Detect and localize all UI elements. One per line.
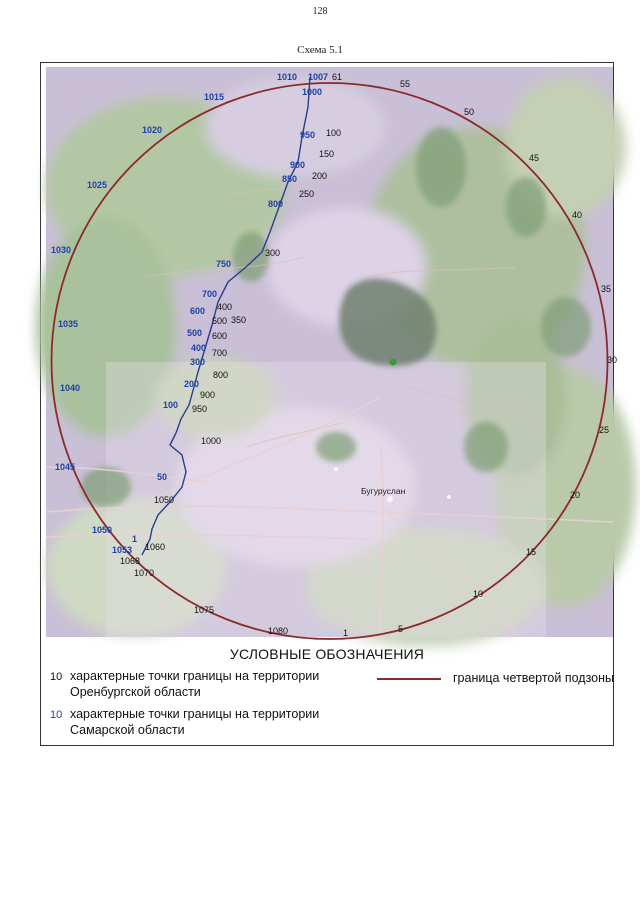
- map-svg: [46, 67, 618, 638]
- point-label: 100: [163, 400, 179, 410]
- point-label: 350: [231, 315, 247, 325]
- point-label: 1050: [154, 495, 175, 505]
- point-label: 1070: [134, 568, 155, 578]
- point-label: 200: [312, 171, 328, 181]
- point-label: 500: [187, 328, 203, 338]
- point-label: 950: [300, 130, 316, 140]
- point-label: 1000: [201, 436, 222, 446]
- point-label: 400: [191, 343, 207, 353]
- point-label: 150: [319, 149, 335, 159]
- point-label: 1: [132, 534, 138, 544]
- point-label: 1050: [92, 525, 113, 535]
- point-label: 50: [157, 472, 168, 482]
- legend-samara-text: [70, 706, 319, 738]
- point-label: 1025: [87, 180, 108, 190]
- legend-samara-sample: 10: [50, 709, 63, 721]
- scheme-title: Схема 5.1: [297, 44, 343, 56]
- point-label: 30: [607, 355, 618, 365]
- point-label: 1075: [194, 605, 215, 615]
- point-label: 1053: [112, 545, 133, 555]
- point-label: 750: [216, 259, 232, 269]
- point-label: 1035: [58, 319, 79, 329]
- point-label: 900: [290, 160, 306, 170]
- point-label: 800: [213, 370, 229, 380]
- point-label: 1040: [60, 383, 81, 393]
- point-label: 1007: [308, 72, 329, 82]
- legend-orenburg-text: [70, 668, 319, 700]
- point-label: 55: [400, 79, 411, 89]
- point-label: 35: [601, 284, 612, 294]
- point-label: 800: [268, 199, 284, 209]
- legend-orenburg-line-1: характерные точки границы на территории: [70, 669, 320, 683]
- map-area: [46, 67, 618, 638]
- point-label: 10: [473, 589, 484, 599]
- point-label: 1020: [142, 125, 163, 135]
- point-label: 61: [332, 72, 343, 82]
- legend-orenburg-sample: 10: [50, 671, 63, 683]
- legend-orenburg-line-2: Оренбургской области: [70, 685, 201, 699]
- point-label: 700: [212, 348, 228, 358]
- point-label: 300: [265, 248, 281, 258]
- legend-samara-line-2: Самарской области: [70, 723, 185, 737]
- legend-zone-line-swatch: [377, 678, 441, 680]
- point-label: 1080: [268, 626, 289, 636]
- point-label: 600: [190, 306, 206, 316]
- point-label: 40: [572, 210, 583, 220]
- point-label: 900: [200, 390, 216, 400]
- point-label: 1: [343, 628, 349, 638]
- point-label: 400: [217, 302, 233, 312]
- point-label: 950: [192, 404, 208, 414]
- map-legend: [40, 638, 614, 746]
- point-label: 200: [184, 379, 200, 389]
- point-label: 1068: [120, 556, 141, 566]
- city-label: Бугуруслан: [361, 486, 406, 496]
- legend-title: УСЛОВНЫЕ ОБОЗНАЧЕНИЯ: [229, 646, 425, 662]
- point-label: 500: [212, 316, 228, 326]
- point-label: 50: [464, 107, 475, 117]
- point-label: 1030: [51, 245, 72, 255]
- point-label: 15: [526, 547, 537, 557]
- point-label: 1015: [204, 92, 225, 102]
- point-label: 300: [190, 357, 206, 367]
- legend-zone-line-text: граница четвертой подзоны: [453, 671, 614, 685]
- point-label: 25: [599, 425, 610, 435]
- point-label: 5: [398, 624, 404, 634]
- point-label: 250: [299, 189, 315, 199]
- point-label: 20: [570, 490, 581, 500]
- point-label: 1060: [145, 542, 166, 552]
- legend-samara-line-1: характерные точки границы на территории: [70, 707, 320, 721]
- protected-area-icon: [390, 359, 397, 366]
- point-label: 1010: [277, 72, 298, 82]
- point-label: 45: [529, 153, 540, 163]
- point-label: 850: [282, 174, 298, 184]
- point-label: 600: [212, 331, 228, 341]
- page-number: 128: [312, 6, 328, 17]
- point-label: 100: [326, 128, 342, 138]
- point-label: 700: [202, 289, 218, 299]
- point-label: 1000: [302, 87, 323, 97]
- point-label: 1045: [55, 462, 76, 472]
